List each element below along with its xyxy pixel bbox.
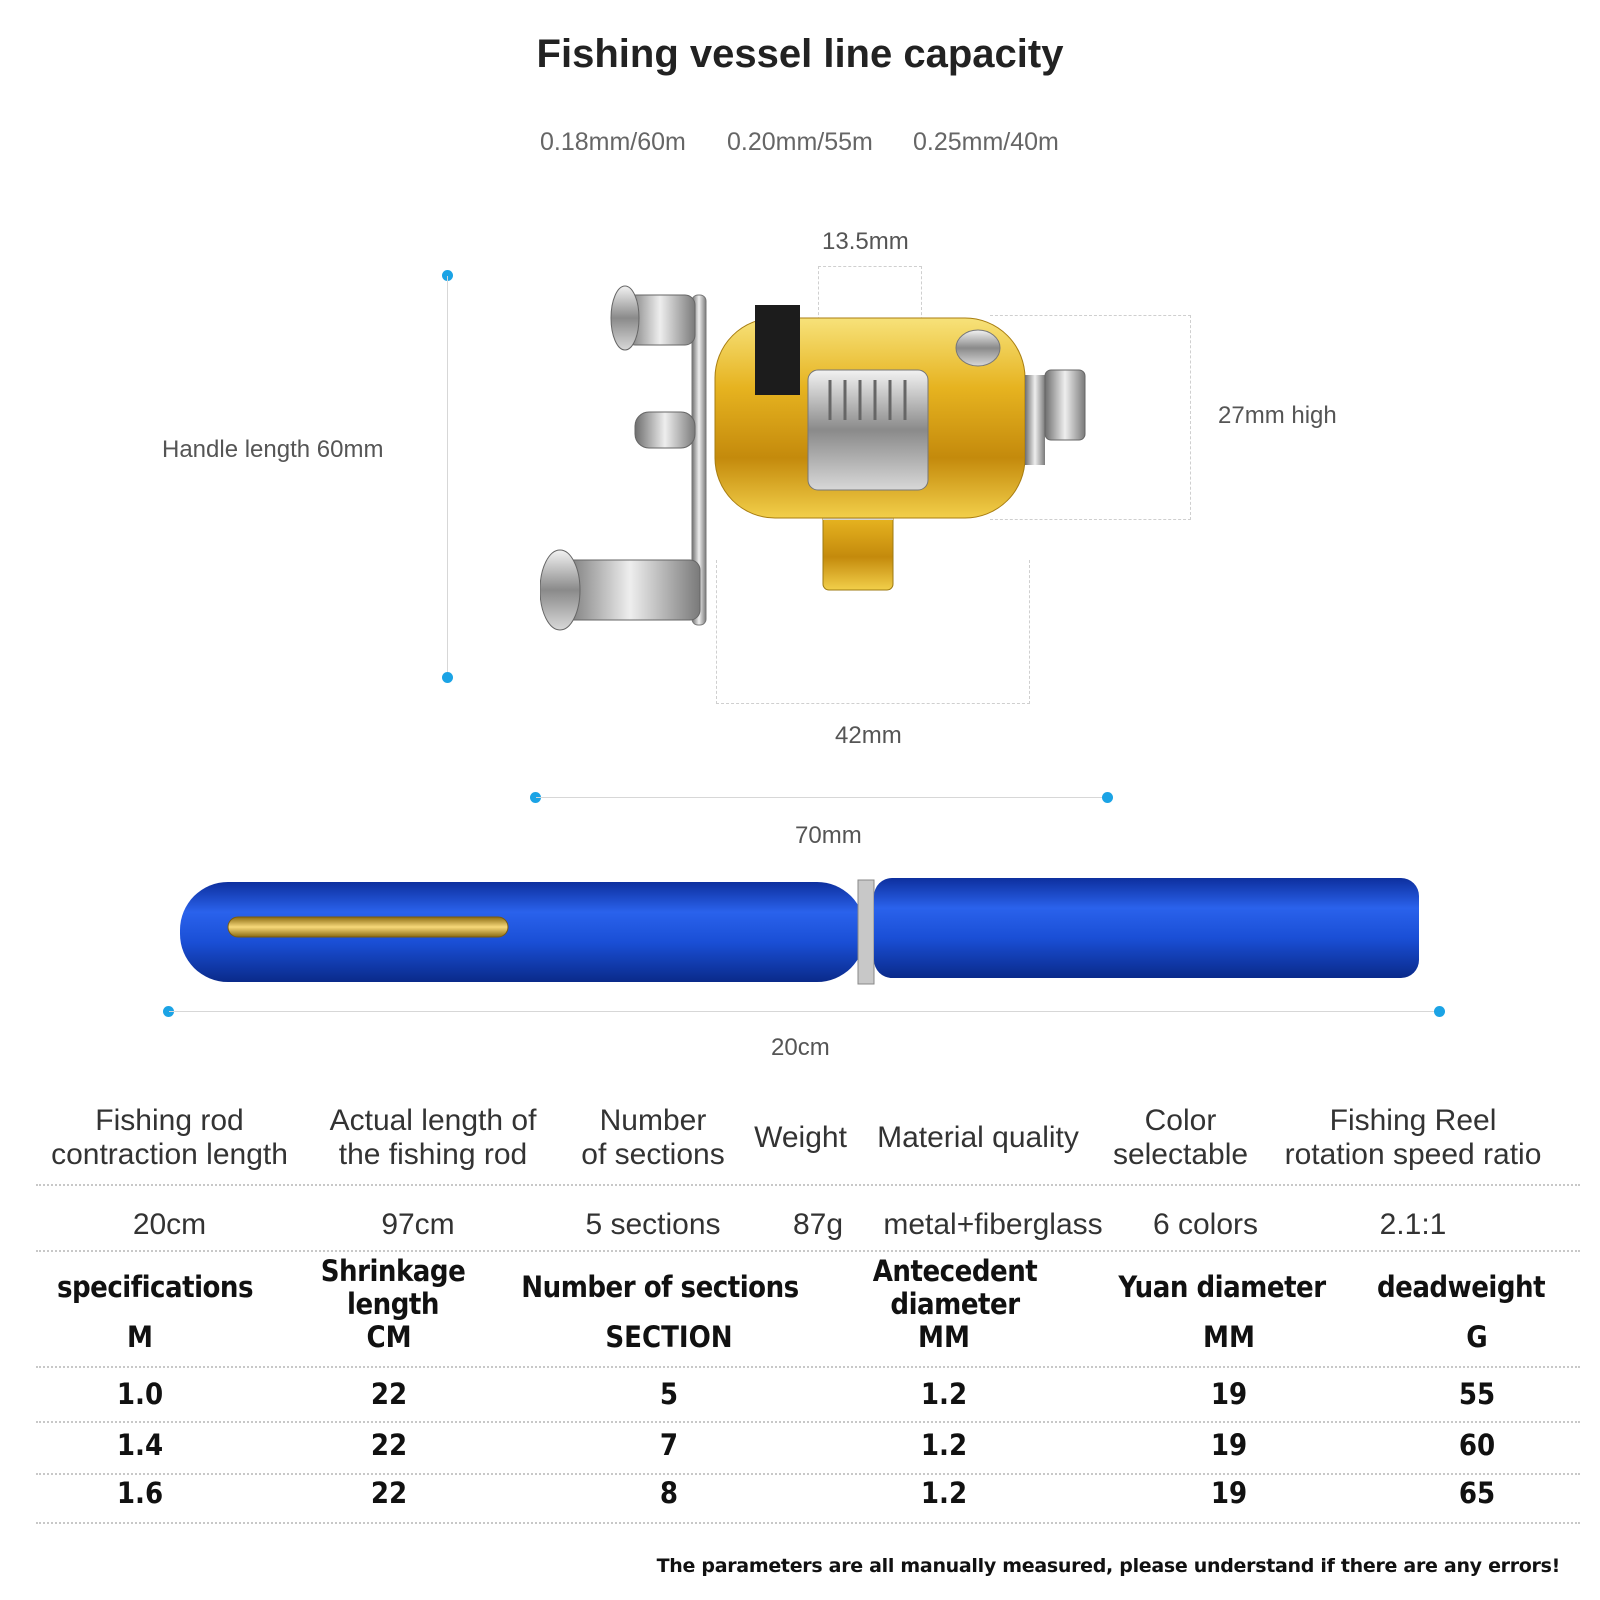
rod-length-label: 20cm [771,1034,830,1061]
header-material-quality [858,1121,1098,1156]
header-text: contraction length [51,1138,288,1171]
line-capacity-2: 0.20mm/55m [727,128,873,156]
header-rotation-speed-ratio [1263,1104,1563,1173]
unit-cell: MM [1203,1320,1255,1355]
reel-width-line [536,797,1105,798]
value-color-selectable: 6 colors [1152,1207,1259,1241]
cell-specification: 1.4 [116,1428,164,1463]
header-text: the fishing rod [338,1138,528,1171]
cell-shrinkage-length: 22 [370,1377,408,1412]
cell-antecedent-diameter: 1.2 [920,1476,968,1511]
header-contraction-length [36,1104,303,1173]
unit-cell: MM [918,1320,970,1355]
value-contraction-length: 20cm [132,1207,207,1241]
table-divider [36,1522,1580,1524]
rod-length-line [169,1011,1439,1012]
header-text: Color [1144,1103,1217,1137]
header-number-of-sections [563,1104,743,1173]
value-actual-length: 97cm [381,1207,455,1241]
cell-yuan-diameter: 19 [1210,1428,1248,1463]
handle-length-line [447,276,448,676]
pen-fishing-rod-image [170,870,1440,990]
header-text: of sections [581,1138,725,1171]
body-width-label: 42mm [835,722,902,749]
value-material-quality: metal+fiberglass [883,1207,1103,1241]
table-divider [36,1250,1580,1252]
cell-sections: 8 [659,1476,679,1511]
header-weight [743,1121,858,1156]
header-color-selectable [1098,1104,1263,1173]
header-text: Weight [754,1120,847,1154]
model-table-header [36,1253,1580,1321]
header-antecedent-diameter: Antecedent diameter [872,1253,1038,1321]
header-shrinkage-length: Shrinkage length [320,1253,466,1321]
header-yuan-diameter: Yuan diameter [1118,1270,1326,1305]
unit-cell: M [127,1320,153,1355]
cell-shrinkage-length: 22 [370,1428,408,1463]
cell-yuan-diameter: 19 [1210,1377,1248,1412]
unit-cell: SECTION [605,1320,733,1355]
cell-deadweight: 55 [1458,1377,1496,1412]
header-text: Fishing rod [95,1103,244,1137]
header-text: rotation speed ratio [1284,1138,1542,1171]
height-label: 27mm high [1218,402,1337,429]
unit-cell: CM [366,1320,412,1355]
table-divider [36,1184,1580,1186]
header-text: Material quality [877,1120,1079,1154]
model-table-units [36,1318,1580,1358]
reel-width-dot-right [1102,792,1113,803]
unit-cell: G [1466,1320,1488,1355]
cell-antecedent-diameter: 1.2 [920,1377,968,1412]
spool-width-label: 13.5mm [822,228,909,255]
header-text: Actual length of [329,1103,537,1137]
page-title: Fishing vessel line capacity [536,32,1064,76]
cell-sections: 5 [659,1377,679,1412]
cell-deadweight: 60 [1458,1428,1496,1463]
cell-antecedent-diameter: 1.2 [920,1428,968,1463]
table-divider [36,1421,1580,1423]
table-row [36,1426,1580,1466]
header-number-of-sections: Number of sections [521,1270,799,1305]
reel-width-label: 70mm [795,822,862,849]
value-weight: 87g [792,1207,844,1241]
table-divider [36,1366,1580,1368]
handle-dot-bottom [442,672,453,683]
handle-length-label: Handle length 60mm [162,436,384,463]
cell-shrinkage-length: 22 [370,1476,408,1511]
cell-specification: 1.6 [116,1476,164,1511]
cell-specification: 1.0 [116,1377,164,1412]
measurement-note: The parameters are all manually measured, please understand if there are any errors! [656,1555,1560,1577]
line-capacity-3: 0.25mm/40m [913,128,1059,156]
cell-sections: 7 [659,1428,679,1463]
fishing-reel-image [540,280,1100,680]
header-text: selectable [1112,1138,1249,1171]
rod-length-dot-right [1434,1006,1445,1017]
value-rotation-speed-ratio: 2.1:1 [1379,1207,1447,1241]
cell-deadweight: 65 [1458,1476,1496,1511]
header-text: Number [599,1103,707,1137]
value-number-of-sections: 5 sections [585,1207,721,1241]
line-capacity-1: 0.18mm/60m [540,128,686,156]
spec-table-values [36,1205,1580,1245]
header-actual-length [303,1104,563,1173]
table-row [36,1375,1580,1415]
header-specifications: specifications [56,1270,254,1305]
header-deadweight: deadweight [1376,1270,1546,1305]
cell-yuan-diameter: 19 [1210,1476,1248,1511]
header-text: Fishing Reel [1329,1103,1497,1137]
table-row [36,1474,1580,1514]
spec-table-header [36,1098,1580,1178]
